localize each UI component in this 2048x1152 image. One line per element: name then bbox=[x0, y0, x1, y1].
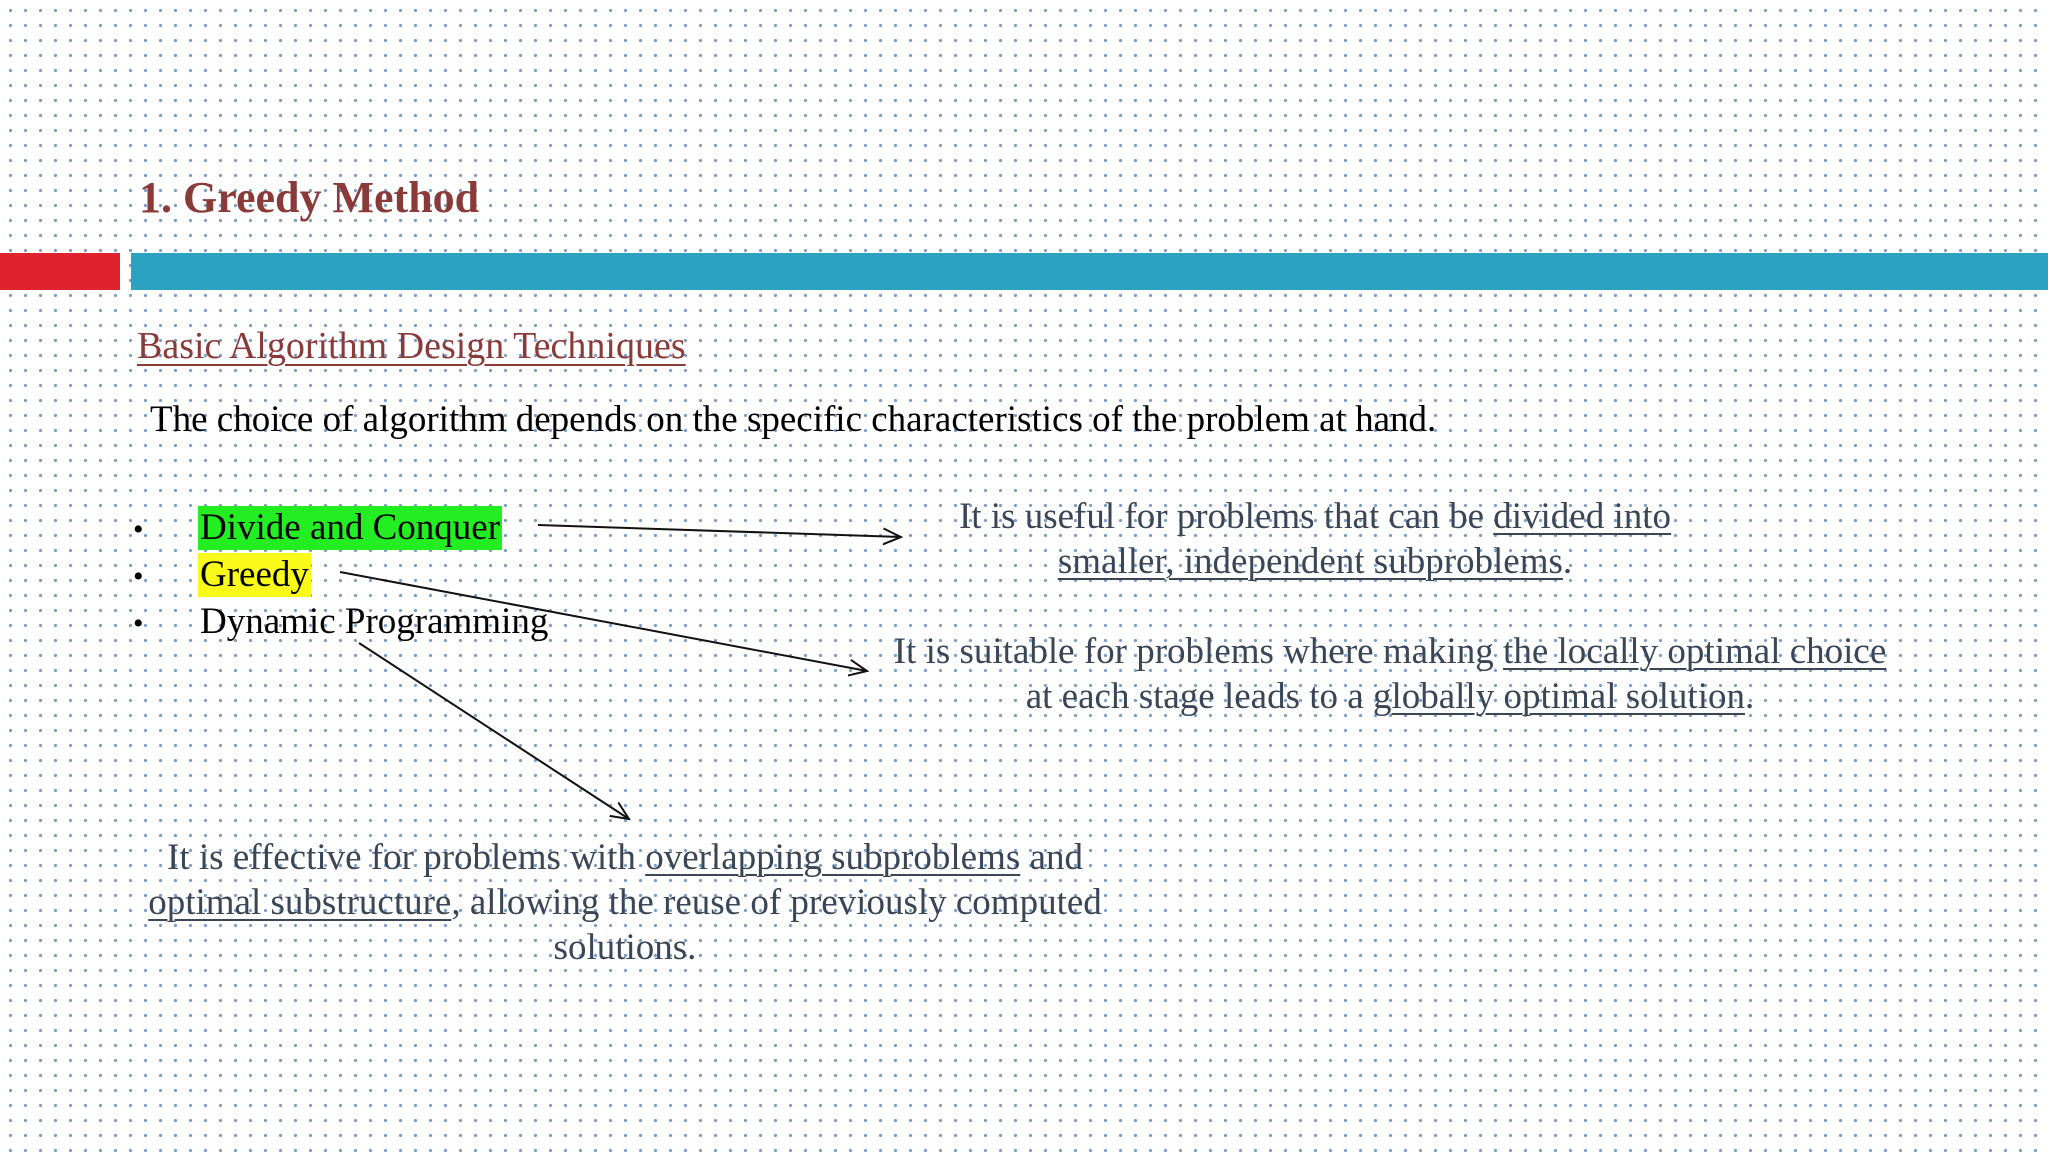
desc-text: and bbox=[1020, 837, 1083, 878]
desc-text: It is useful for problems that can be bbox=[958, 496, 1494, 537]
desc-key-phrase: divided into smaller, independent subproblems bbox=[1057, 496, 1672, 582]
desc-text: It is effective for problems with bbox=[167, 837, 646, 878]
technique-label-divide-and-conquer: Divide and Conquer bbox=[200, 507, 501, 548]
desc-text: . bbox=[1745, 676, 1755, 717]
technique-label-greedy: Greedy bbox=[200, 554, 309, 595]
desc-key-phrase: globally optimal solution bbox=[1372, 676, 1745, 717]
arrow-greedy bbox=[340, 572, 867, 671]
bullet-icon: • bbox=[133, 513, 144, 546]
bullet-icon: • bbox=[133, 560, 144, 593]
desc-key-phrase: the locally optimal choice bbox=[1503, 631, 1887, 672]
technique-label-dynamic-programming: Dynamic Programming bbox=[200, 601, 549, 642]
desc-text: , allowing the reuse of previously computed solutions. bbox=[451, 882, 1102, 968]
slide-title: 1. Greedy Method bbox=[139, 173, 480, 222]
desc-text: It is suitable for problems where making bbox=[893, 631, 1504, 672]
desc-text: at each stage leads to a bbox=[1025, 676, 1373, 717]
description-divide-and-conquer bbox=[900, 494, 1730, 584]
arrow-divide-and-conquer bbox=[538, 525, 901, 537]
desc-text: . bbox=[1562, 541, 1573, 582]
description-greedy bbox=[880, 629, 1900, 719]
desc-key-phrase: optimal substructure bbox=[148, 882, 452, 923]
intro-text: The choice of algorithm depends on the specific characteristics of the problem at hand. bbox=[150, 399, 1437, 440]
desc-key-phrase: overlapping subproblems bbox=[645, 837, 1021, 878]
arrow-dynamic-programming bbox=[359, 643, 629, 819]
section-subtitle: Basic Algorithm Design Techniques bbox=[137, 325, 686, 367]
description-dynamic-programming bbox=[140, 835, 1110, 970]
bullet-icon: • bbox=[133, 607, 144, 640]
